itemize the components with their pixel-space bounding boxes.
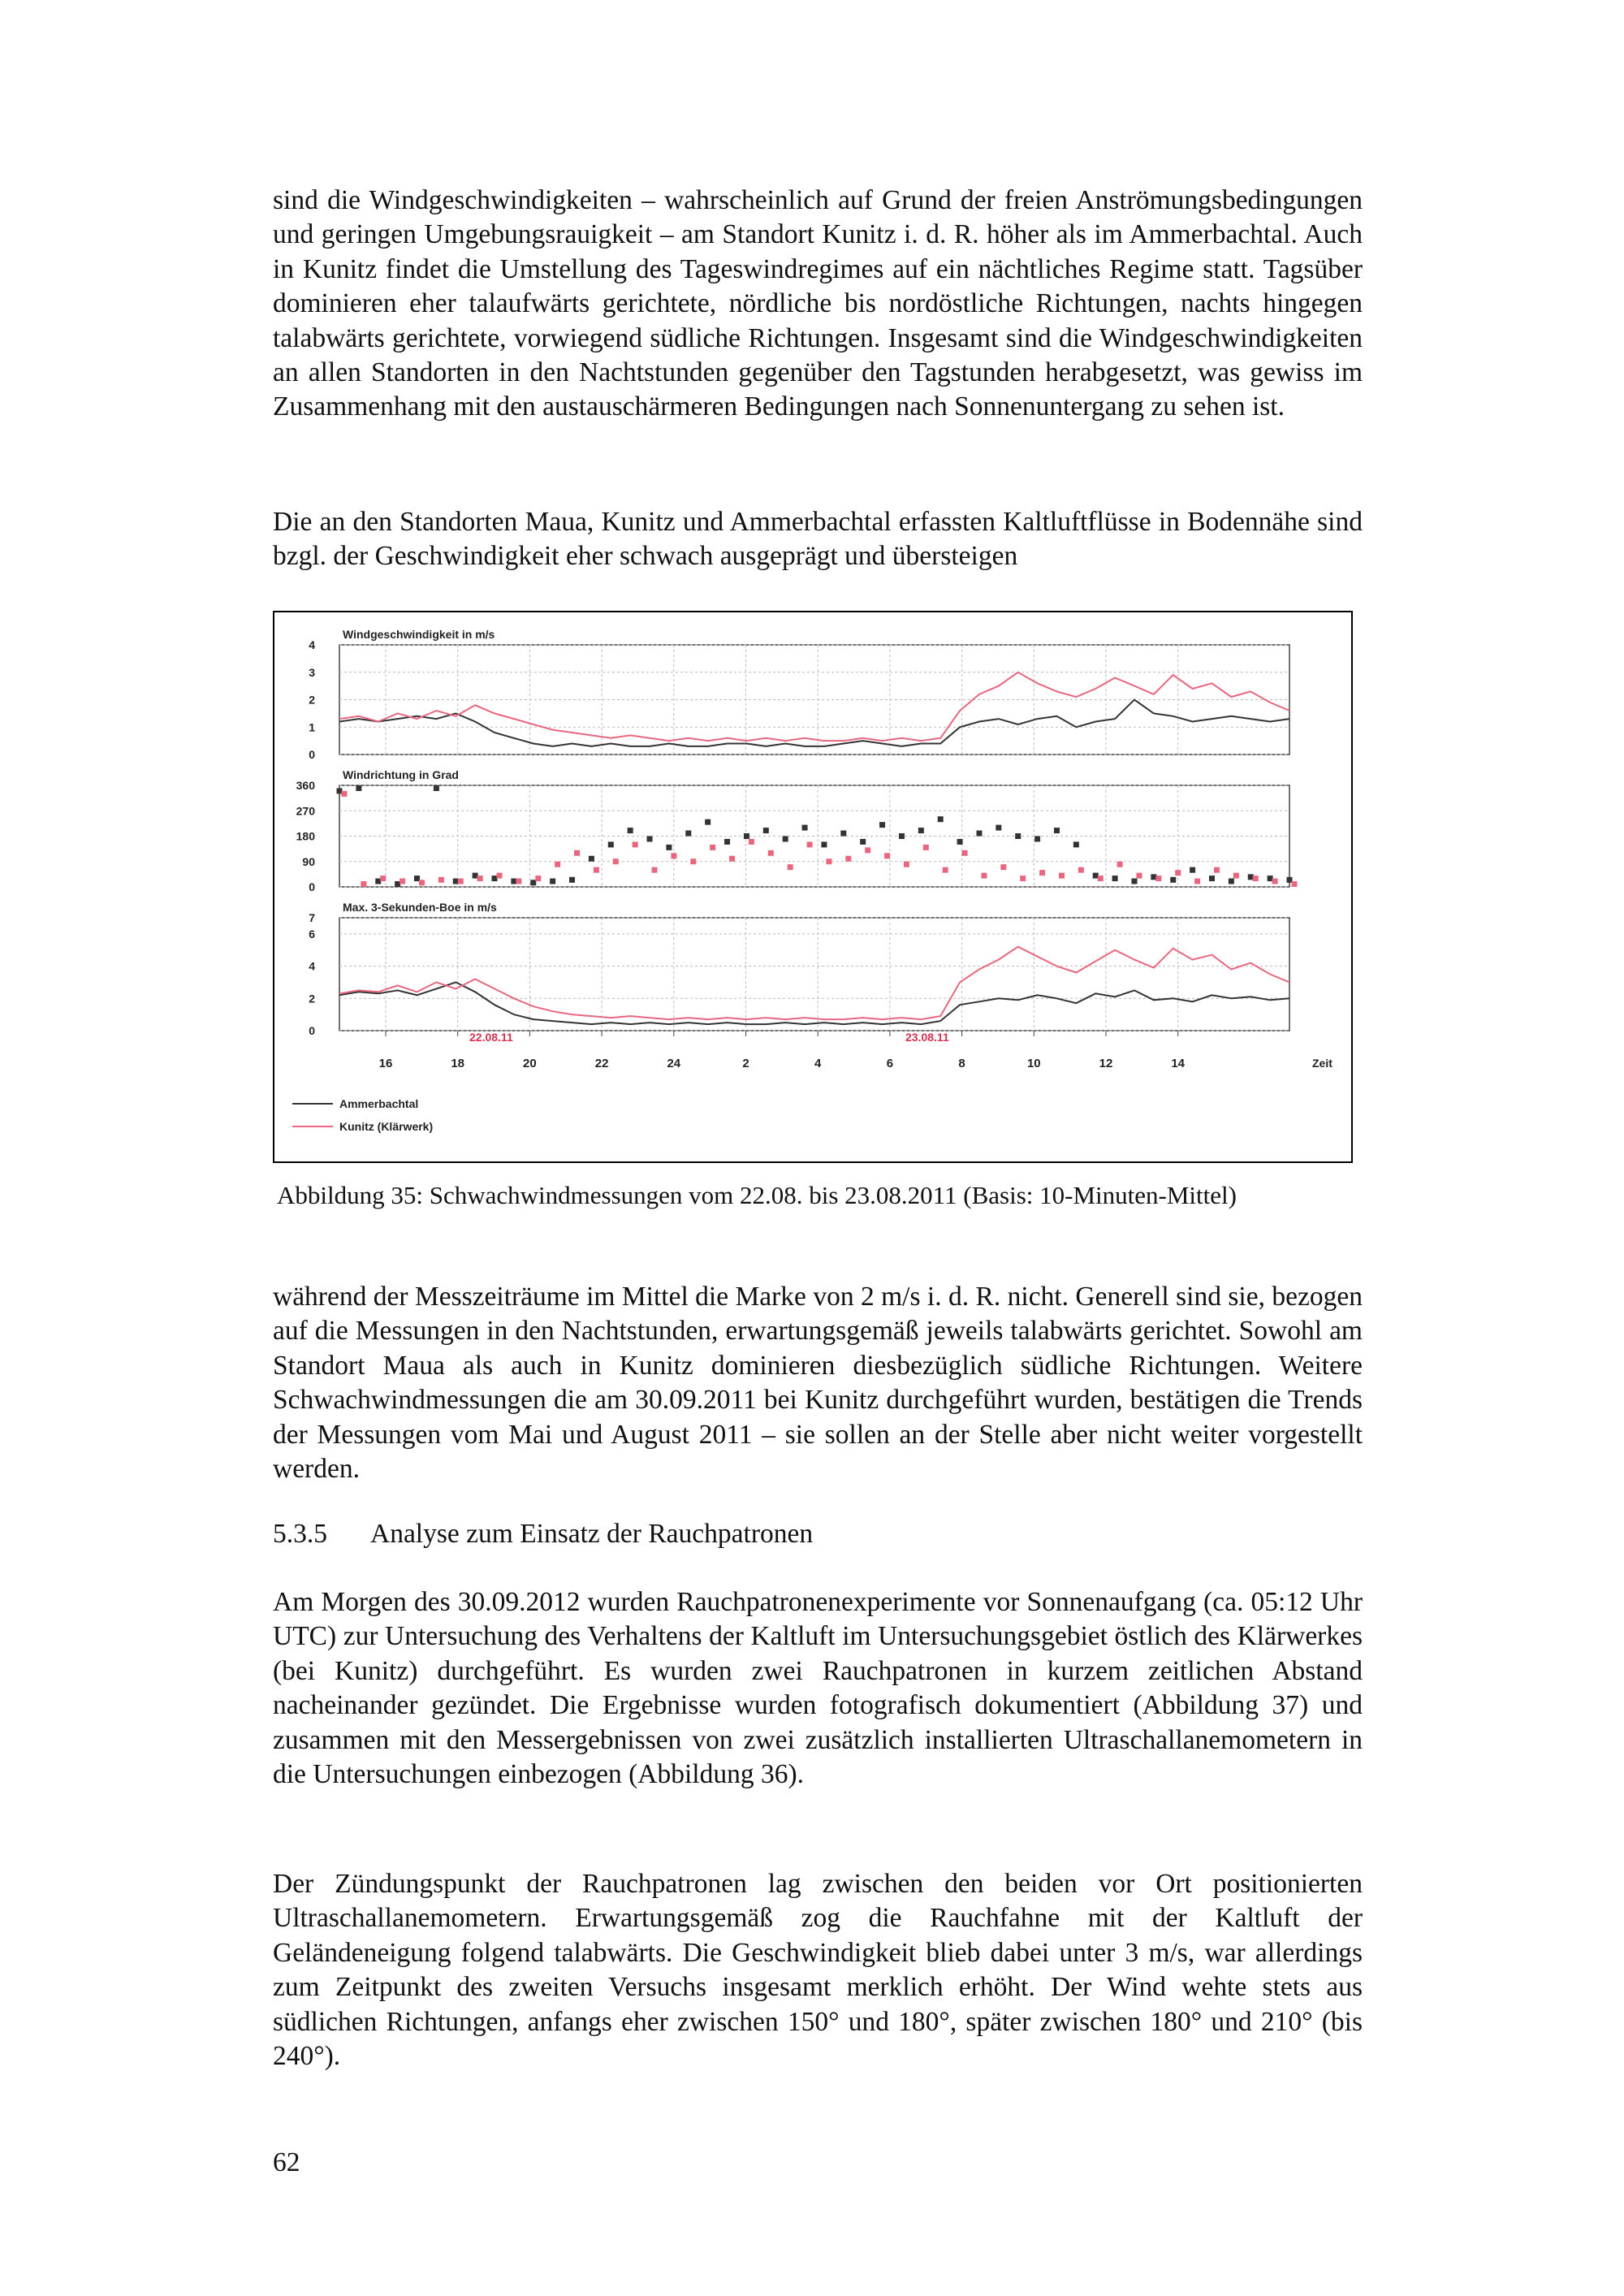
direction-point	[1112, 876, 1118, 881]
y-tick-label: 7	[309, 911, 315, 924]
direction-point	[1020, 876, 1026, 881]
direction-point	[1000, 864, 1006, 870]
direction-point	[884, 853, 890, 858]
direction-point	[666, 845, 672, 850]
y-tick-label: 2	[309, 693, 315, 707]
direction-point	[690, 858, 696, 864]
direction-point	[860, 839, 866, 845]
section-heading	[273, 1517, 813, 1551]
x-tick-label: 18	[451, 1057, 465, 1070]
direction-point	[981, 873, 987, 879]
direction-point	[938, 816, 944, 822]
y-tick-label: 2	[309, 992, 315, 1005]
direction-point	[1093, 873, 1099, 879]
x-tick-label: 16	[378, 1057, 393, 1070]
direction-point	[555, 862, 560, 867]
direction-point	[1287, 877, 1293, 883]
direction-point	[473, 873, 478, 879]
direction-point	[976, 831, 982, 837]
x-tick-label: 8	[958, 1057, 965, 1070]
direction-point	[342, 791, 348, 797]
y-tick-label: 180	[296, 829, 315, 843]
direction-point	[1175, 870, 1181, 876]
x-tick-label: 14	[1171, 1057, 1186, 1070]
direction-point	[826, 858, 831, 864]
direction-point	[569, 877, 575, 883]
direction-point	[865, 847, 870, 853]
direction-point	[613, 858, 619, 864]
direction-point	[788, 864, 793, 870]
direction-point	[957, 839, 963, 845]
paragraph-kaltluft: Die an den Standorten Maua, Kunitz und Ammerbachtal erfassten Kaltluftflüsse in Bodennähe sind bzgl. der Geschwindigkeit eher schwach ausgeprägt und übersteigen	[273, 507, 1363, 572]
direction-point	[1034, 836, 1040, 841]
figure-wind-chart	[273, 611, 1353, 1163]
direction-point	[1059, 873, 1065, 879]
direction-point	[1248, 874, 1254, 880]
direction-point	[1272, 879, 1278, 884]
direction-point	[477, 876, 483, 881]
panel-title: Windrichtung in Grad	[343, 768, 459, 781]
date-label: 23.08.11	[905, 1031, 949, 1044]
page-number: 62	[273, 2147, 300, 2177]
direction-point	[535, 876, 541, 881]
panel-title: Windgeschwindigkeit in m/s	[343, 628, 495, 641]
direction-point	[1214, 867, 1220, 873]
x-tick-label: 10	[1026, 1057, 1041, 1070]
direction-point	[840, 831, 846, 837]
direction-point	[749, 839, 754, 845]
direction-point	[511, 879, 516, 884]
direction-point	[904, 862, 909, 867]
direction-point	[671, 853, 676, 858]
direction-point	[807, 841, 813, 847]
direction-point	[1268, 876, 1273, 881]
paragraph-intro: sind die Windgeschwindigkeiten – wahrscheinlich auf Grund der freien Anströmungsbedingungen und geringen Umgebungsrauigkeit – am Standort Kunitz i. d. R. höher als im Ammerbachtal. Auch in Kunitz findet die Umstellung des Tageswindregimes auf ein nächtliches Regime statt. Tagsüber dominieren eher talaufwärts gerichtete, nördliche bis nordöstliche Richtungen, nachts hingegen talabwärts gerichtete, vorwiegend südliche Richtungen. Insgesamt sind die Windgeschwindigkeiten an allen Standorten in den Nachtstunden gegenüber den Tagstunden herabgesetzt, was gewiss im Zusammenhang mit den austauschärmeren Bedingungen nach Sonnenuntergang zu sehen ist.	[273, 185, 1363, 422]
direction-point	[918, 828, 924, 833]
x-tick-label: 4	[814, 1057, 822, 1070]
legend-label: Ammerbachtal	[339, 1097, 419, 1110]
y-tick-label: 360	[296, 779, 315, 792]
direction-point	[492, 876, 498, 881]
direction-point	[1233, 873, 1239, 879]
direction-point	[724, 839, 730, 845]
direction-point	[419, 880, 425, 885]
direction-point	[1155, 876, 1161, 881]
y-tick-label: 90	[302, 854, 315, 868]
x-tick-label: 6	[886, 1057, 894, 1070]
x-tick-label: 2	[742, 1057, 749, 1070]
direction-point	[1098, 876, 1104, 881]
direction-point	[1117, 862, 1123, 867]
direction-point	[1136, 873, 1142, 879]
direction-point	[647, 836, 653, 841]
direction-point	[923, 845, 929, 850]
date-label: 22.08.11	[469, 1031, 513, 1044]
direction-point	[361, 881, 366, 887]
y-tick-label: 0	[309, 748, 315, 761]
paragraph-rauchpatronen: Am Morgen des 30.09.2012 wurden Rauchpatronenexperimente vor Sonnenaufgang (ca. 05:12 Uhr UTC) zur Untersuchung des Verhaltens der Kaltluft im Untersuchungsgebiet östlich des Klärwerkes (bei Kunitz) durchgeführt. Es wurden zwei Rauchpatronen in kurzem zeitlichen Abstand nacheinander gezündet. Die Ergebnisse wurden fotografisch dokumentiert (Abbildung 37) und zusammen mit den Messergebnissen von zwei zusätzlich installierten Ultraschallanemometern in die Untersuchungen einbezogen (Abbildung 36).	[273, 1587, 1363, 1790]
direction-point	[729, 856, 735, 862]
direction-point	[458, 879, 464, 884]
x-tick-label: 22	[594, 1057, 609, 1070]
direction-point	[438, 877, 444, 883]
direction-point	[1229, 879, 1234, 884]
direction-point	[356, 785, 361, 791]
direction-point	[763, 828, 769, 833]
direction-point	[1054, 828, 1060, 833]
direction-point	[821, 841, 827, 847]
direction-point	[337, 788, 343, 793]
direction-point	[768, 850, 774, 856]
section-number: 5.3.5	[273, 1519, 327, 1549]
direction-point	[633, 841, 638, 847]
paragraph-messzeitraeume: während der Messzeiträume im Mittel die Marke von 2 m/s i. d. R. nicht. Generell sind sie, bezogen auf die Messungen in den Nachtstunden, erwartungsgemäß jeweils talabwärts gerichtet. Sowohl am Standort Maua als auch in Kunitz dominieren diesbezüglich südliche Richtungen. Weitere Schwachwindmessungen die am 30.09.2011 bei Kunitz durchgeführt wurden, bestätigen die Trends der Messungen vom Mai und August 2011 – sie sollen an der Stelle aber nicht weiter vorgestellt werden.	[273, 1282, 1363, 1485]
direction-point	[375, 879, 381, 884]
direction-point	[685, 831, 691, 837]
direction-point	[400, 879, 405, 884]
direction-point	[453, 879, 459, 884]
direction-point	[1151, 874, 1156, 880]
direction-point	[497, 873, 503, 879]
direction-point	[1170, 877, 1176, 883]
direction-point	[996, 825, 1001, 831]
direction-point	[652, 867, 658, 873]
y-tick-label: 1	[309, 720, 315, 734]
panel-title: Max. 3-Sekunden-Boe in m/s	[343, 901, 497, 914]
paragraph-zuendungspunkt: Der Zündungspunkt der Rauchpatronen lag zwischen den beiden vor Ort positionierten Ultraschallanemometern. Erwartungsgemäß zog die Rauchfahne mit der Kaltluft der Geländeneigung folgend talabwärts. Die Geschwindigkeit blieb dabei unter 3 m/s, war allerdings zum Zeitpunkt des zweiten Versuchs insgesamt merklich erhöht. Der Wind wehte stets aus südlichen Richtungen, anfangs eher zwischen 150° und 180°, später zwischen 180° und 210° (bis 240°).	[273, 1869, 1363, 2072]
direction-point	[516, 879, 521, 884]
direction-point	[628, 828, 633, 833]
y-tick-label: 6	[309, 927, 315, 940]
direction-point	[1209, 876, 1215, 881]
y-tick-label: 270	[296, 804, 315, 818]
direction-point	[845, 856, 851, 862]
direction-point	[1015, 833, 1021, 839]
y-tick-label: 0	[309, 880, 315, 893]
x-tick-label: 24	[667, 1057, 681, 1070]
section-title: Analyse zum Einsatz der Rauchpatronen	[370, 1519, 814, 1549]
direction-point	[943, 867, 948, 873]
direction-point	[783, 836, 788, 841]
figure-caption: Abbildung 35: Schwachwindmessungen vom 22.08. bis 23.08.2011 (Basis: 10-Minuten-Mittel)	[277, 1181, 1237, 1209]
direction-point	[1078, 867, 1084, 873]
direction-point	[589, 856, 594, 862]
direction-point	[744, 833, 749, 839]
direction-point	[705, 819, 710, 825]
panel-frame	[339, 918, 1289, 1031]
direction-point	[414, 876, 420, 881]
direction-point	[594, 867, 599, 873]
direction-point	[1253, 876, 1259, 881]
direction-point	[574, 850, 580, 856]
direction-point	[710, 845, 715, 850]
direction-point	[1194, 879, 1200, 884]
direction-point	[899, 833, 905, 839]
x-tick-label: 12	[1099, 1057, 1113, 1070]
direction-point	[550, 879, 555, 884]
y-tick-label: 4	[309, 638, 315, 651]
x-axis-label: Zeit	[1312, 1057, 1332, 1070]
direction-point	[434, 785, 439, 791]
y-tick-label: 3	[309, 665, 315, 679]
wind-chart	[274, 612, 1351, 1161]
direction-point	[962, 850, 968, 856]
y-tick-label: 0	[309, 1024, 315, 1037]
direction-point	[395, 881, 400, 887]
direction-point	[380, 876, 386, 881]
direction-point	[608, 841, 614, 847]
direction-point	[1292, 881, 1298, 887]
direction-point	[1039, 870, 1045, 876]
direction-point	[1131, 879, 1137, 884]
direction-point	[530, 880, 536, 885]
direction-point	[1190, 867, 1195, 873]
direction-point	[1073, 841, 1079, 847]
y-tick-label: 4	[309, 959, 315, 973]
legend-label: Kunitz (Klärwerk)	[339, 1120, 434, 1133]
direction-point	[802, 825, 808, 831]
direction-point	[879, 822, 885, 828]
x-tick-label: 20	[523, 1057, 537, 1070]
